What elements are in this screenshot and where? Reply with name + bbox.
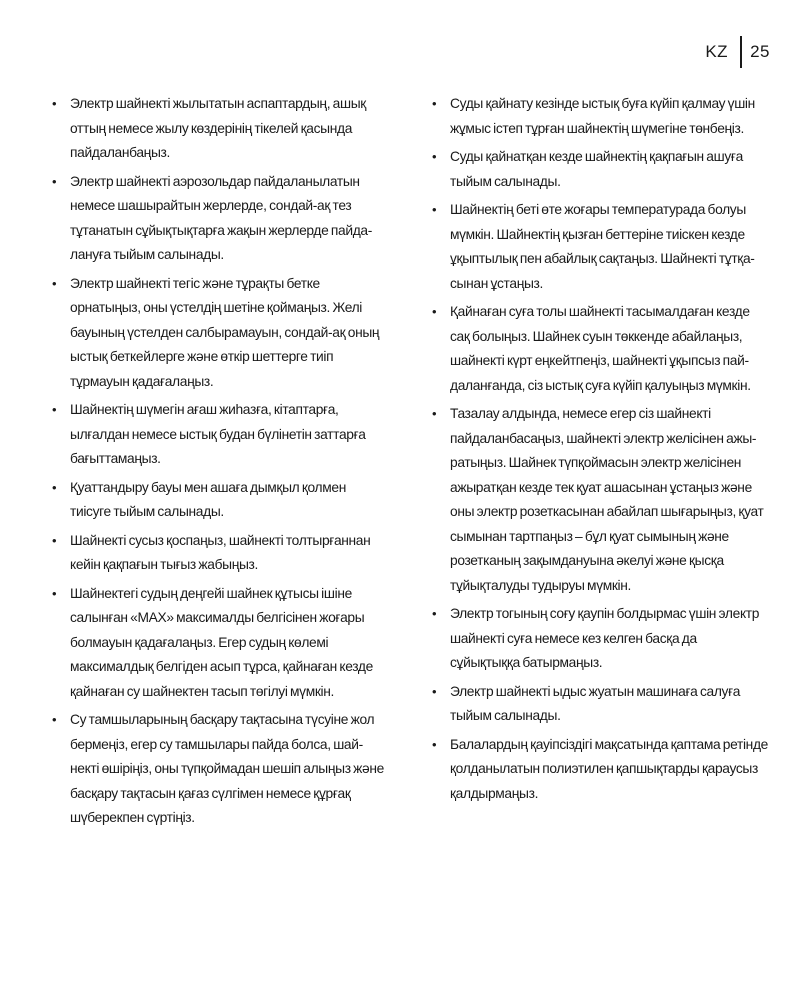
- list-item-text: Электр шайнекті жылытатын аспаптардың, ашық оттың немесе жылу көздерінің тікелей қасында пайдаланбаңыз.: [70, 96, 366, 160]
- list-item-text: Қайнаған суға толы шайнекті тасымалдаған кезде сақ болыңыз. Шайнек суын төккенде абайлаңыз, шайнекті күрт еңкейтпеңіз, шайнекті ұқыпсыз пай-даланғанда, сіз ыстық суға күйіп қалуыңыз мүмкін.: [450, 304, 751, 393]
- bullet-icon: •: [432, 96, 437, 111]
- left-column: [52, 92, 388, 835]
- bullet-icon: •: [432, 304, 437, 319]
- bullet-icon: •: [432, 606, 437, 621]
- content-columns: [52, 92, 768, 835]
- bullet-icon: •: [52, 479, 57, 495]
- list-item-text: Шайнектің беті өте жоғары температурада болуы мүмкін. Шайнектің қызған беттеріне тиіскен кезде ұқыптылық пен абайлық сақтаңыз. Шайнекті тұтқа-сынан ұстаңыз.: [450, 202, 755, 291]
- list-item: [52, 92, 388, 166]
- bullet-icon: •: [52, 96, 57, 111]
- list-item-text: Су тамшыларының басқару тақтасына түсуіне жол бермеңіз, егер су тамшылары пайда болса, шай-некті өшіріңіз, оны түпқоймадан шешіп алыңыз және басқару тақтасын қағаз сүлгімен немесе құрғақ шүберекпен сүртіңіз.: [70, 712, 384, 825]
- list-item-text: Шайнекті сусыз қоспаңыз, шайнекті толтырғаннан кейін қақпағын тығыз жабыңыз.: [70, 532, 371, 572]
- list-item-text: Суды қайнату кезінде ыстық буға күйіп қалмау үшін жұмыс істеп тұрған шайнектің шүмегіне төнбеңіз.: [450, 96, 755, 136]
- left-bullet-list: [52, 92, 388, 831]
- list-item: [432, 402, 768, 598]
- list-item-text: Электр тогының соғу қаупін болдырмас үшін электр шайнекті суға немесе кез келген басқа да сұйықтыққа батырмаңыз.: [450, 606, 760, 670]
- bullet-icon: •: [52, 173, 57, 189]
- list-item: [52, 476, 388, 525]
- list-item: [432, 92, 768, 141]
- bullet-icon: •: [432, 202, 437, 217]
- list-item: [52, 708, 388, 831]
- list-item-text: Суды қайнатқан кезде шайнектің қақпағын ашуға тыйым салынады.: [450, 149, 743, 189]
- list-item: [432, 198, 768, 296]
- list-item: [432, 145, 768, 194]
- list-item-text: Электр шайнекті тегіс және тұрақты бетке орнатыңыз, оны үстелдің шетіне қоймаңыз. Желі бауының үстелден салбырамауын, сондай-ақ оның ыстық беткейлерге және өткір шеттерге тиіп тұрмауын қадағалаңыз.: [70, 275, 380, 389]
- bullet-icon: •: [432, 149, 437, 164]
- page-number: 25: [750, 42, 770, 61]
- bullet-icon: •: [52, 712, 57, 727]
- list-item: [432, 733, 768, 807]
- list-item: [432, 680, 768, 729]
- list-item-text: Балалардың қауіпсіздігі мақсатында қаптама ретінде қолданылатын полиэтилен қапшықтарды қараусыз қалдырмаңыз.: [450, 736, 768, 801]
- list-item-text: Шайнектің шүмегін ағаш жиһазға, кітаптарға, ылғалдан немесе ыстық будан бүлінетін заттарға бағыттамаңыз.: [70, 402, 366, 466]
- list-item-text: Қуаттандыру бауы мен ашаға дымқыл қолмен тиісуге тыйым салынады.: [70, 479, 346, 519]
- list-item-text: Электр шайнекті ыдыс жуатын машинаға салуға тыйым салынады.: [450, 683, 741, 723]
- right-column: [432, 92, 768, 835]
- bullet-icon: •: [52, 275, 57, 291]
- list-item-text: Шайнектегі судың деңгейі шайнек құтысы ішіне салынған «MAX» максималды белгісінен жоғары болмауын қадағалаңыз. Егер судың көлемі максималдық белгіден асып тұрса, қайнаған кезде қайнаған су шайнектен тасып төгілуі мүмкін.: [70, 585, 373, 699]
- list-item: [52, 529, 388, 578]
- list-item-text: Тазалау алдында, немесе егер сіз шайнекті пайдаланбасаңыз, шайнекті электр желісінен ажы-ратыңыз. Шайнек түпқоймасын электр желісінен ажыратқан кезде тек қуат ашасынан ұстаңыз және оны электр розеткасынан абайлап шығарыңыз, қуат сымынан тартпаңыз – бұл қуат сымының және розетканың зақымдануына әкелуі және қысқа тұйықталуды тудыруы мүмкін.: [450, 406, 764, 593]
- list-item: [432, 602, 768, 676]
- page-header: [705, 36, 770, 68]
- language-code: KZ: [705, 42, 729, 61]
- list-item: [52, 582, 388, 705]
- bullet-icon: •: [52, 402, 57, 417]
- bullet-icon: •: [432, 406, 437, 421]
- bullet-icon: •: [52, 585, 57, 601]
- list-item: [52, 398, 388, 472]
- list-item: [52, 170, 388, 268]
- bullet-icon: •: [432, 683, 437, 699]
- list-item-text: Электр шайнекті аэрозольдар пайдаланылатын немесе шашырайтын жерлерде, сондай-ақ тез тұтанатын сұйықтықтарға жақын жерлерде пайда-лануға тыйым салынады.: [70, 173, 372, 262]
- bullet-icon: •: [432, 736, 437, 752]
- bullet-icon: •: [52, 532, 57, 548]
- right-bullet-list: [432, 92, 768, 806]
- list-item: [52, 272, 388, 395]
- list-item: [432, 300, 768, 398]
